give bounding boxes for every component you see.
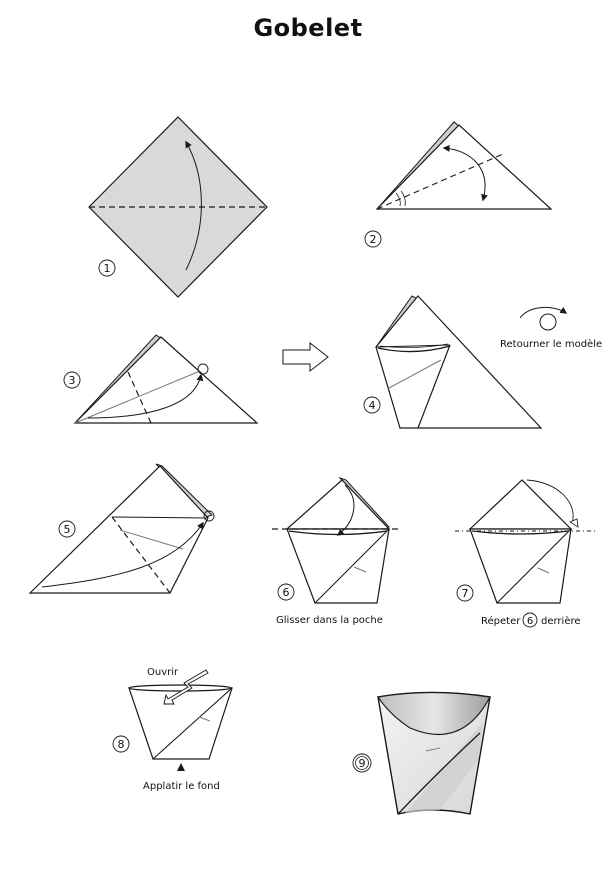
step-6-instruction: Glisser dans la poche bbox=[276, 615, 383, 626]
step-7 bbox=[455, 480, 595, 627]
step-number: 5 bbox=[63, 523, 71, 536]
next-step-arrow bbox=[283, 343, 328, 371]
step-7-instruction-prefix: Répeter bbox=[481, 616, 521, 627]
step-number: 9 bbox=[358, 757, 366, 770]
step-number: 4 bbox=[368, 399, 376, 412]
step-number: 1 bbox=[103, 262, 111, 275]
flatten-bottom-label: Applatir le fond bbox=[143, 781, 220, 792]
step-3 bbox=[64, 335, 257, 423]
step-5 bbox=[30, 464, 214, 593]
step-number: 2 bbox=[369, 233, 377, 246]
triangle-paper bbox=[75, 337, 257, 423]
step-number: 8 bbox=[117, 738, 125, 751]
flatten-arrow bbox=[177, 763, 185, 771]
turn-over-label: Retourner le modèle bbox=[500, 339, 603, 350]
cup-body bbox=[129, 688, 232, 759]
step-6 bbox=[272, 478, 400, 626]
turn-over-icon bbox=[520, 307, 566, 318]
open-label: Ouvrir bbox=[147, 667, 179, 678]
top-flap bbox=[470, 480, 571, 529]
step-number: 3 bbox=[68, 374, 76, 387]
step-4 bbox=[364, 296, 602, 428]
step-number: 7 bbox=[461, 587, 469, 600]
cup-body bbox=[470, 529, 571, 603]
step-number: 6 bbox=[282, 586, 290, 599]
cup-body bbox=[287, 529, 389, 603]
page-title: Gobelet bbox=[253, 14, 363, 42]
step-1 bbox=[89, 117, 267, 297]
step-7-reference-number: 6 bbox=[526, 616, 534, 627]
step-8 bbox=[113, 667, 232, 792]
step-2 bbox=[365, 122, 551, 247]
step-9 bbox=[353, 693, 490, 815]
triangle-paper bbox=[377, 125, 551, 209]
step-7-instruction-suffix: derrière bbox=[541, 616, 581, 627]
top-flap bbox=[287, 480, 389, 529]
